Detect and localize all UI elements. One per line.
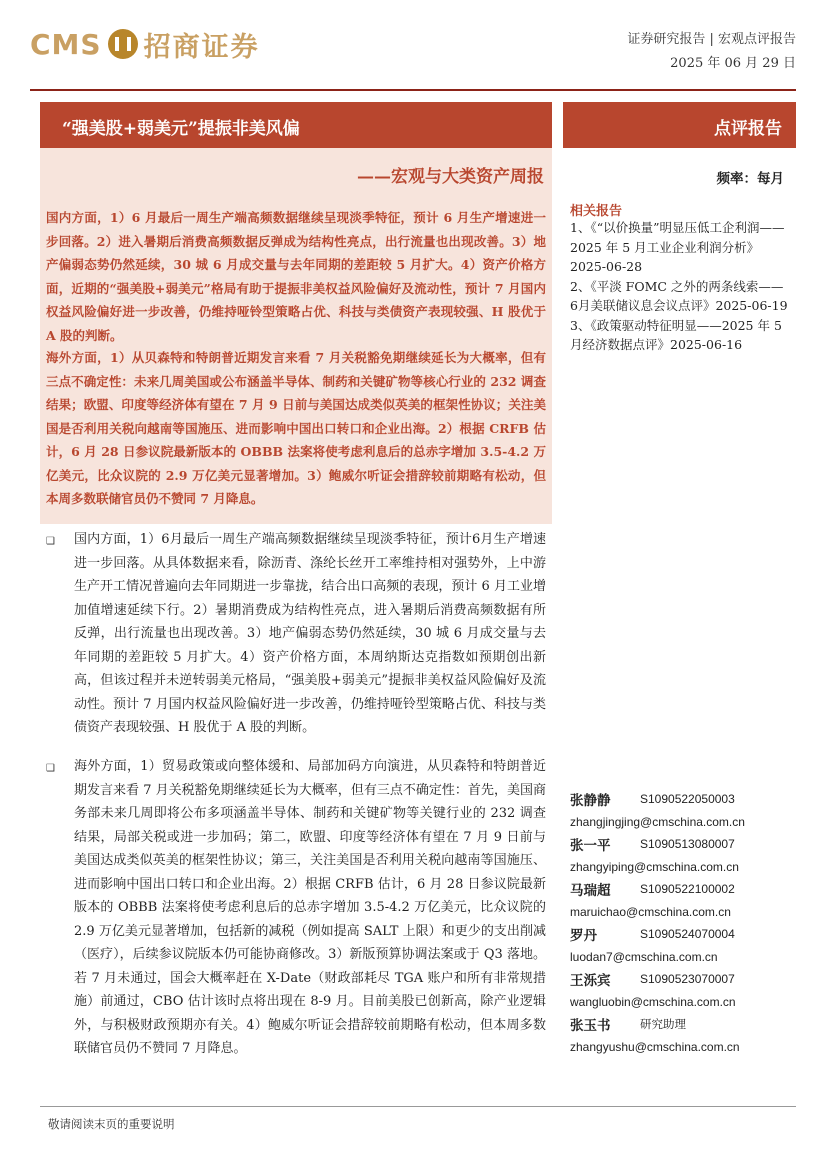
analyst-email[interactable]: wangluobin@cmschina.com.cn bbox=[570, 994, 736, 1009]
summary-box bbox=[40, 196, 552, 524]
analyst-name: 张一平 bbox=[570, 838, 611, 855]
analyst-entry bbox=[570, 788, 790, 833]
analyst-email[interactable]: zhangjingjing@cmschina.com.cn bbox=[570, 814, 745, 829]
analyst-name: 张玉书 bbox=[570, 1018, 611, 1035]
page-subtitle: ——宏观与大类资产周报 bbox=[357, 167, 544, 187]
analyst-name: 马瑞超 bbox=[570, 883, 611, 900]
analyst-email[interactable]: luodan7@cmschina.com.cn bbox=[570, 949, 718, 964]
analyst-email[interactable]: maruichao@cmschina.com.cn bbox=[570, 904, 731, 919]
title-banner bbox=[40, 102, 552, 148]
report-kind: 点评报告 bbox=[714, 119, 782, 139]
body-overseas: 海外方面，1）贸易政策或向整体缓和、局部加码方向演进，从贝森特和特朗普近期发言来看 7 月关税豁免期继续延长为大概率，但有三点不确定性：首先，美国商务部未来几周即将公布多项涵盖半导体、制药和关键矿物等关键行业的 232 调查结果，局部关税或进一步加码；第二，欧盟、印度等经济体有望在 7 月 9 日前与美国达成类似英美的框架性协议；第三，关注美国是否利用关税向越南等国施压、进而影响中国出口转口和企业出海。2）根据 CRFB 估计，6 月 28 日参议院最新版本的 OBBB 法案将使考虑利息后的总赤字增加 3.5-4.2 万亿美元，比众议院的 2.9 万亿美元显著增加，包括新的减税（例如提高 SALT 上限）和更少的支出削减（医疗），后续参议院版本仍可能协商修改。3）新版预算协调法案或于 Q3 落地。若 7 月未通过，国会大概率赶在 X-Date（财政部耗尽 TGA 账户和所有非常规措施）前通过，CBO 估计该时点将出现在 8-9 月。目前美股已创新高，除产业逻辑外，与积极财政预期亦有关。4）鲍威尔听证会措辞较前期略有松动，但本周多数联储官员仍不赞同 7 月降息。 bbox=[74, 759, 546, 1056]
footer-divider bbox=[40, 1106, 796, 1107]
analyst-email[interactable]: zhangyushu@cmschina.com.cn bbox=[570, 1039, 740, 1054]
analyst-entry bbox=[570, 833, 790, 878]
logo-emblem-icon bbox=[108, 29, 138, 59]
analyst-name: 罗丹 bbox=[570, 928, 597, 945]
header-divider bbox=[30, 89, 796, 91]
analyst-list bbox=[570, 788, 790, 1058]
logo-latin: CMS bbox=[30, 27, 102, 61]
related-reports-title: 相关报告 bbox=[570, 204, 623, 219]
cms-logo bbox=[30, 22, 260, 66]
logo-chinese: 招商证券 bbox=[143, 31, 260, 63]
report-type: 证券研究报告 | 宏观点评报告 bbox=[627, 32, 796, 47]
related-report-item[interactable]: 1、《“以价换量”明显压低工企利润——2025 年 5 月工业企业利润分析》2025-06-28 bbox=[570, 220, 785, 274]
analyst-cert: S1090524070004 bbox=[640, 927, 735, 942]
frequency-label: 频率：每月 bbox=[716, 171, 784, 187]
footer-note: 敬请阅读末页的重要说明 bbox=[48, 1117, 175, 1131]
analyst-entry bbox=[570, 968, 790, 1013]
summary-overseas: 海外方面，1）从贝森特和特朗普近期发言来看 7 月关税豁免期继续延长为大概率，但有三点不确定性：未来几周美国或公布涵盖半导体、制药和关键矿物等核心行业的 232 调查结果；欧盟、印度等经济体有望在 7 月 9 日前与美国达成类似英美的框架性协议；关注美国是否利用关税向越南等国施压、进而影响中国出口转口和企业出海。2）根据 CRFB 估计，6 月 28 日参议院最新版本的 OBBB 法案将使考虑利息后的总赤字增加 3.5-4.2 万亿美元，比众议院的 2.9 万亿美元显著增加。3）鲍威尔听证会措辞较前期略有松动，但本周多数联储官员仍不赞同 7 月降息。 bbox=[46, 350, 546, 506]
report-kind-banner bbox=[563, 102, 796, 148]
analyst-cert: S1090522050003 bbox=[640, 792, 735, 807]
related-report-item[interactable]: 3、《政策驱动特征明显——2025 年 5 月经济数据点评》2025-06-16 bbox=[570, 317, 782, 352]
analyst-entry bbox=[570, 1013, 790, 1058]
analyst-cert: S1090522100002 bbox=[640, 882, 735, 897]
analyst-entry bbox=[570, 923, 790, 968]
analyst-name: 张静静 bbox=[570, 793, 611, 810]
summary-domestic: 国内方面，1）6 月最后一周生产端高频数据继续呈现淡季特征，预计 6 月生产增速进一步回落。2）进入暑期后消费高频数据反弹成为结构性亮点，出行流量也出现改善。3）地产偏弱态势仍然延续，30 城 6 月成交量与去年同期的差距较 5 月扩大。4）资产价格方面，近期的“强美股+弱美元”格局有助于提振非美权益风险偏好及流动性，预计 7 月国内权益风险偏好进一步改善，仍维持哑铃型策略占优、科技与类债资产表现较强、H 股优于 A 股的判断。 bbox=[46, 210, 546, 343]
analyst-cert: S1090513080007 bbox=[640, 837, 735, 852]
body-domestic: 国内方面，1）6月最后一周生产端高频数据继续呈现淡季特征，预计6月生产增速进一步回落。从具体数据来看，除沥青、涤纶长丝开工率维持相对强势外，上中游生产开工情况普遍向去年同期进一步靠拢，结合出口高频的表现，预计 6 月工业增加值增速延续下行。2）暑期消费成为结构性亮点，进入暑期后消费高频数据有所反弹，出行流量也出现改善。3）地产偏弱态势仍然延续，30 城 6 月成交量与去年同期的差距较 5 月扩大。4）资产价格方面，本周纳斯达克指数如预期创出新高，但该过程并未逆转弱美元格局，“强美股+弱美元”提振非美权益风险偏好及流动性。预计 7 月国内权益风险偏好进一步改善，仍维持哑铃型策略占优、科技与类债资产表现较强、H 股优于 A 股的判断。 bbox=[74, 532, 546, 735]
analyst-cert: S1090523070007 bbox=[640, 972, 735, 987]
analyst-name: 王泺宾 bbox=[570, 973, 611, 990]
analyst-entry bbox=[570, 878, 790, 923]
report-date: 2025 年 06 月 29 日 bbox=[670, 56, 796, 71]
page-title: “强美股+弱美元”提振非美风偏 bbox=[62, 119, 300, 139]
analyst-role: 研究助理 bbox=[640, 1017, 686, 1032]
bullet-icon: ❑ bbox=[46, 763, 55, 774]
related-reports-list bbox=[570, 218, 788, 355]
related-report-item[interactable]: 2、《平淡 FOMC 之外的两条线索——6月美联储议息会议点评》2025-06-19 bbox=[570, 278, 788, 313]
bullet-icon: ❑ bbox=[46, 536, 55, 547]
subtitle-banner bbox=[40, 148, 552, 196]
analyst-email[interactable]: zhangyiping@cmschina.com.cn bbox=[570, 859, 739, 874]
